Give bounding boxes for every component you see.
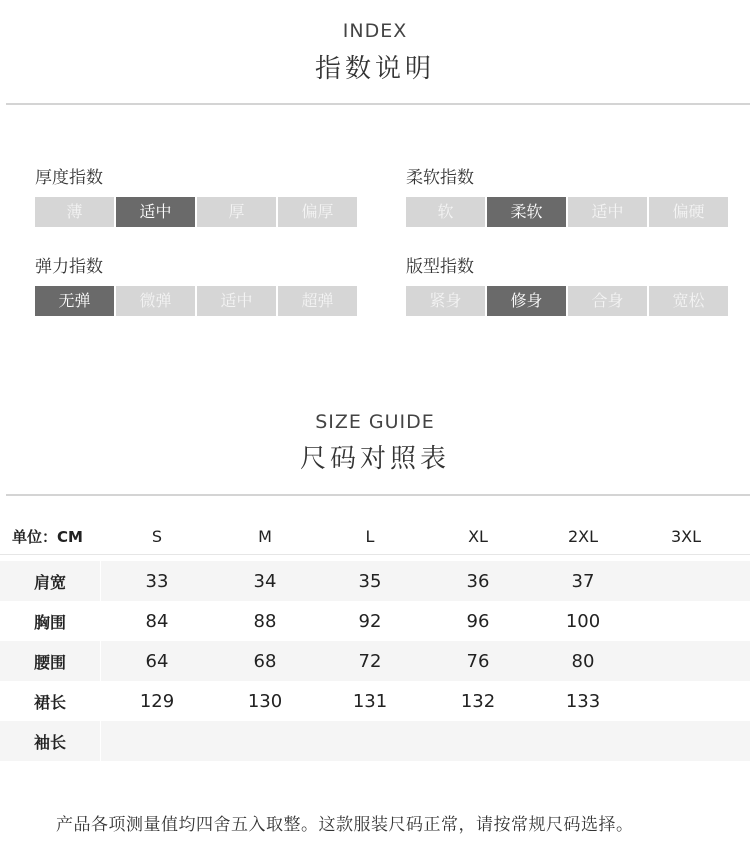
- table-cell: [330, 721, 410, 761]
- index-option: 偏厚: [278, 197, 357, 227]
- size-note: 产品各项测量值均四舍五入取整。这款服装尺码正常，请按常规尺码选择。: [56, 815, 634, 835]
- index-option: 合身: [568, 286, 647, 316]
- index-group: [406, 166, 728, 227]
- size-divider: [6, 494, 750, 496]
- table-cell: [646, 601, 726, 641]
- label-separator: [100, 681, 101, 721]
- index-group-title: 版型指数: [406, 257, 474, 277]
- size-title-cn: 尺码对照表: [299, 444, 450, 474]
- size-column-header: XL: [468, 526, 488, 546]
- index-option-selected: 无弹: [35, 286, 114, 316]
- index-option: 薄: [35, 197, 114, 227]
- index-scale: [406, 197, 728, 227]
- index-group: [35, 255, 357, 316]
- index-group-title: 柔软指数: [406, 168, 474, 188]
- index-scale: [35, 197, 357, 227]
- index-option: 紧身: [406, 286, 485, 316]
- label-separator: [100, 601, 101, 641]
- index-option: 微弹: [116, 286, 195, 316]
- index-option: 宽松: [649, 286, 728, 316]
- index-group: [35, 166, 357, 227]
- label-separator: [100, 561, 101, 601]
- size-title-en: SIZE GUIDE: [315, 411, 435, 433]
- index-title-en: INDEX: [342, 20, 408, 42]
- index-option: 超弹: [278, 286, 357, 316]
- size-column-header: M: [258, 526, 272, 546]
- table-row: [0, 641, 750, 681]
- index-option-selected: 修身: [487, 286, 566, 316]
- table-cell: 36: [466, 570, 490, 592]
- index-option: 适中: [568, 197, 647, 227]
- index-option: 适中: [197, 286, 276, 316]
- table-cell: 92: [358, 610, 382, 632]
- index-option-selected: 适中: [116, 197, 195, 227]
- table-cell: [438, 721, 518, 761]
- table-cell: 35: [358, 570, 382, 592]
- table-cell: 129: [139, 690, 175, 712]
- index-group-title: 弹力指数: [35, 257, 103, 277]
- unit-label: 单位：CM: [12, 527, 83, 546]
- measurement-label: 胸围: [33, 612, 66, 632]
- measurement-label: 肩宽: [33, 572, 66, 592]
- table-row: [0, 721, 750, 761]
- table-cell: 100: [565, 610, 601, 632]
- table-row: [0, 601, 750, 641]
- label-separator: [100, 721, 101, 761]
- table-cell: 72: [358, 650, 382, 672]
- table-cell: 84: [145, 610, 169, 632]
- index-divider: [6, 103, 750, 105]
- index-group-title: 厚度指数: [35, 168, 103, 188]
- size-column-header: L: [365, 526, 375, 546]
- measurement-label: 裙长: [33, 692, 66, 712]
- table-row: [0, 561, 750, 601]
- size-table: [0, 518, 750, 761]
- table-cell: 130: [247, 690, 283, 712]
- label-separator: [100, 641, 101, 681]
- table-cell: [646, 721, 726, 761]
- table-header-row: [0, 518, 750, 555]
- index-title-cn: 指数说明: [314, 54, 435, 84]
- table-cell: 64: [145, 650, 169, 672]
- table-cell: [225, 721, 305, 761]
- measurement-label: 腰围: [33, 652, 66, 672]
- table-cell: [543, 721, 623, 761]
- size-column-header: 3XL: [670, 526, 702, 546]
- table-cell: [117, 721, 197, 761]
- index-scale: [406, 286, 728, 316]
- table-cell: 34: [253, 570, 277, 592]
- table-cell: 88: [253, 610, 277, 632]
- index-group: [406, 255, 728, 316]
- size-column-header: 2XL: [567, 526, 599, 546]
- table-cell: 80: [571, 650, 595, 672]
- table-cell: 132: [460, 690, 496, 712]
- table-cell: 37: [571, 570, 595, 592]
- index-scale: [35, 286, 357, 316]
- table-row: [0, 681, 750, 721]
- index-option: 厚: [197, 197, 276, 227]
- index-option: 软: [406, 197, 485, 227]
- table-cell: 96: [466, 610, 490, 632]
- table-cell: 68: [253, 650, 277, 672]
- table-cell: 76: [466, 650, 490, 672]
- index-option-selected: 柔软: [487, 197, 566, 227]
- table-cell: 131: [352, 690, 388, 712]
- table-cell: [646, 681, 726, 721]
- size-column-header: S: [151, 526, 163, 546]
- table-cell: [646, 561, 726, 601]
- table-cell: 133: [565, 690, 601, 712]
- measurement-label: 袖长: [33, 732, 66, 752]
- index-option: 偏硬: [649, 197, 728, 227]
- table-cell: 33: [145, 570, 169, 592]
- table-cell: [646, 641, 726, 681]
